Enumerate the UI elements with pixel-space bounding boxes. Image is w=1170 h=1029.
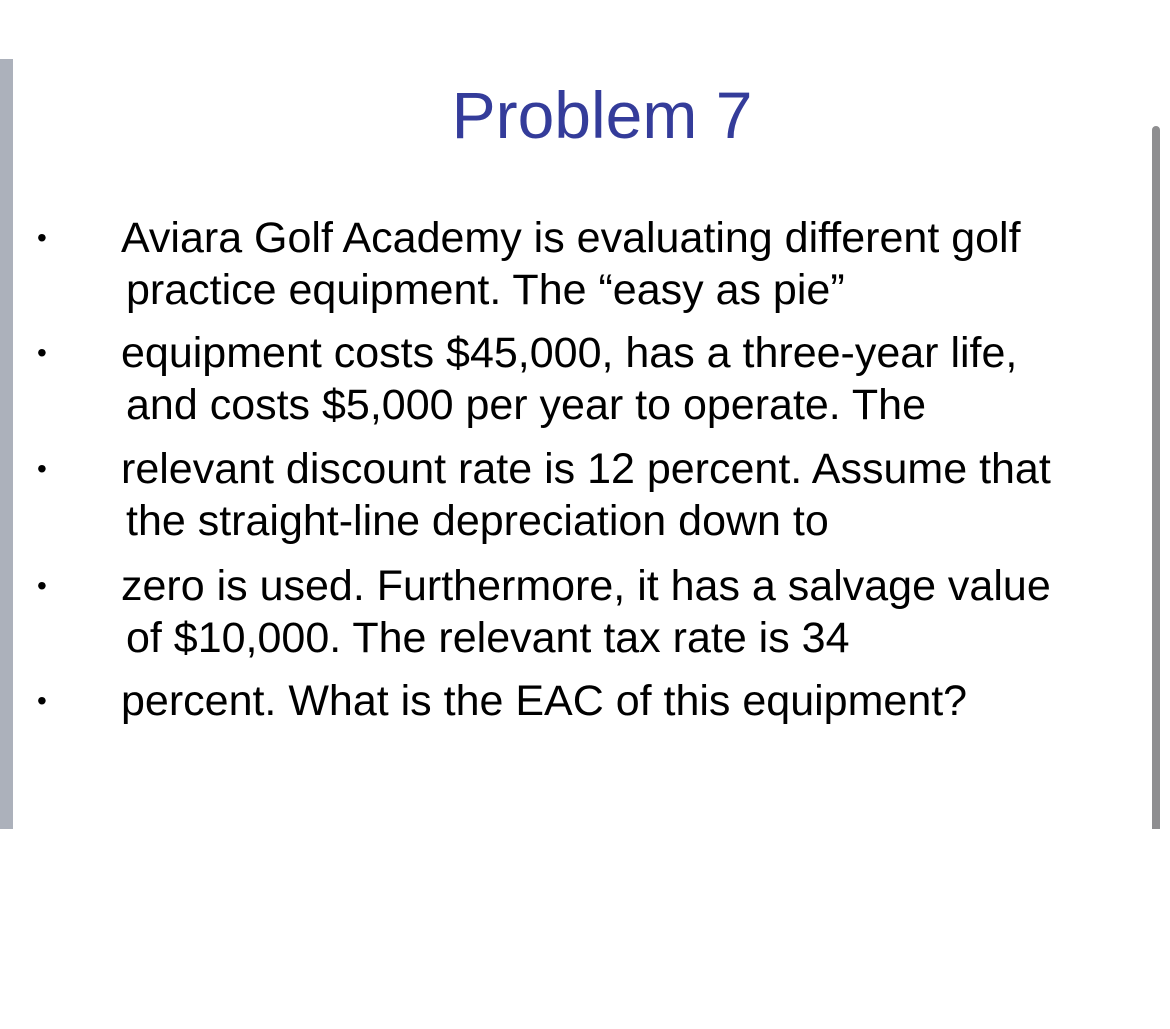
- bullet-text-line: and costs $5,000 per year to operate. The: [126, 381, 927, 429]
- bullet-text-line: the straight-line depreciation down to: [126, 497, 829, 545]
- bullet-text-line: of $10,000. The relevant tax rate is 34: [126, 614, 850, 662]
- bullet-icon: •: [37, 222, 47, 253]
- bullet-text-line: relevant discount rate is 12 percent. Assume that: [121, 445, 1051, 493]
- bullet-text-line: practice equipment. The “easy as pie”: [126, 266, 845, 314]
- bullet-text-line: zero is used. Furthermore, it has a salvage value: [121, 562, 1051, 610]
- bullet-text-line: percent. What is the EAC of this equipment?: [121, 677, 968, 725]
- slide-title: Problem 7: [451, 78, 753, 152]
- scrollbar[interactable]: [1152, 126, 1160, 829]
- bullet-icon: •: [37, 337, 47, 368]
- bullet-icon: •: [37, 570, 47, 601]
- bullet-text-line: Aviara Golf Academy is evaluating different golf: [121, 214, 1021, 262]
- left-edge-bar: [0, 59, 13, 829]
- bullet-icon: •: [37, 453, 47, 484]
- bullet-text-line: equipment costs $45,000, has a three-year life,: [121, 329, 1018, 377]
- bullet-icon: •: [37, 685, 47, 716]
